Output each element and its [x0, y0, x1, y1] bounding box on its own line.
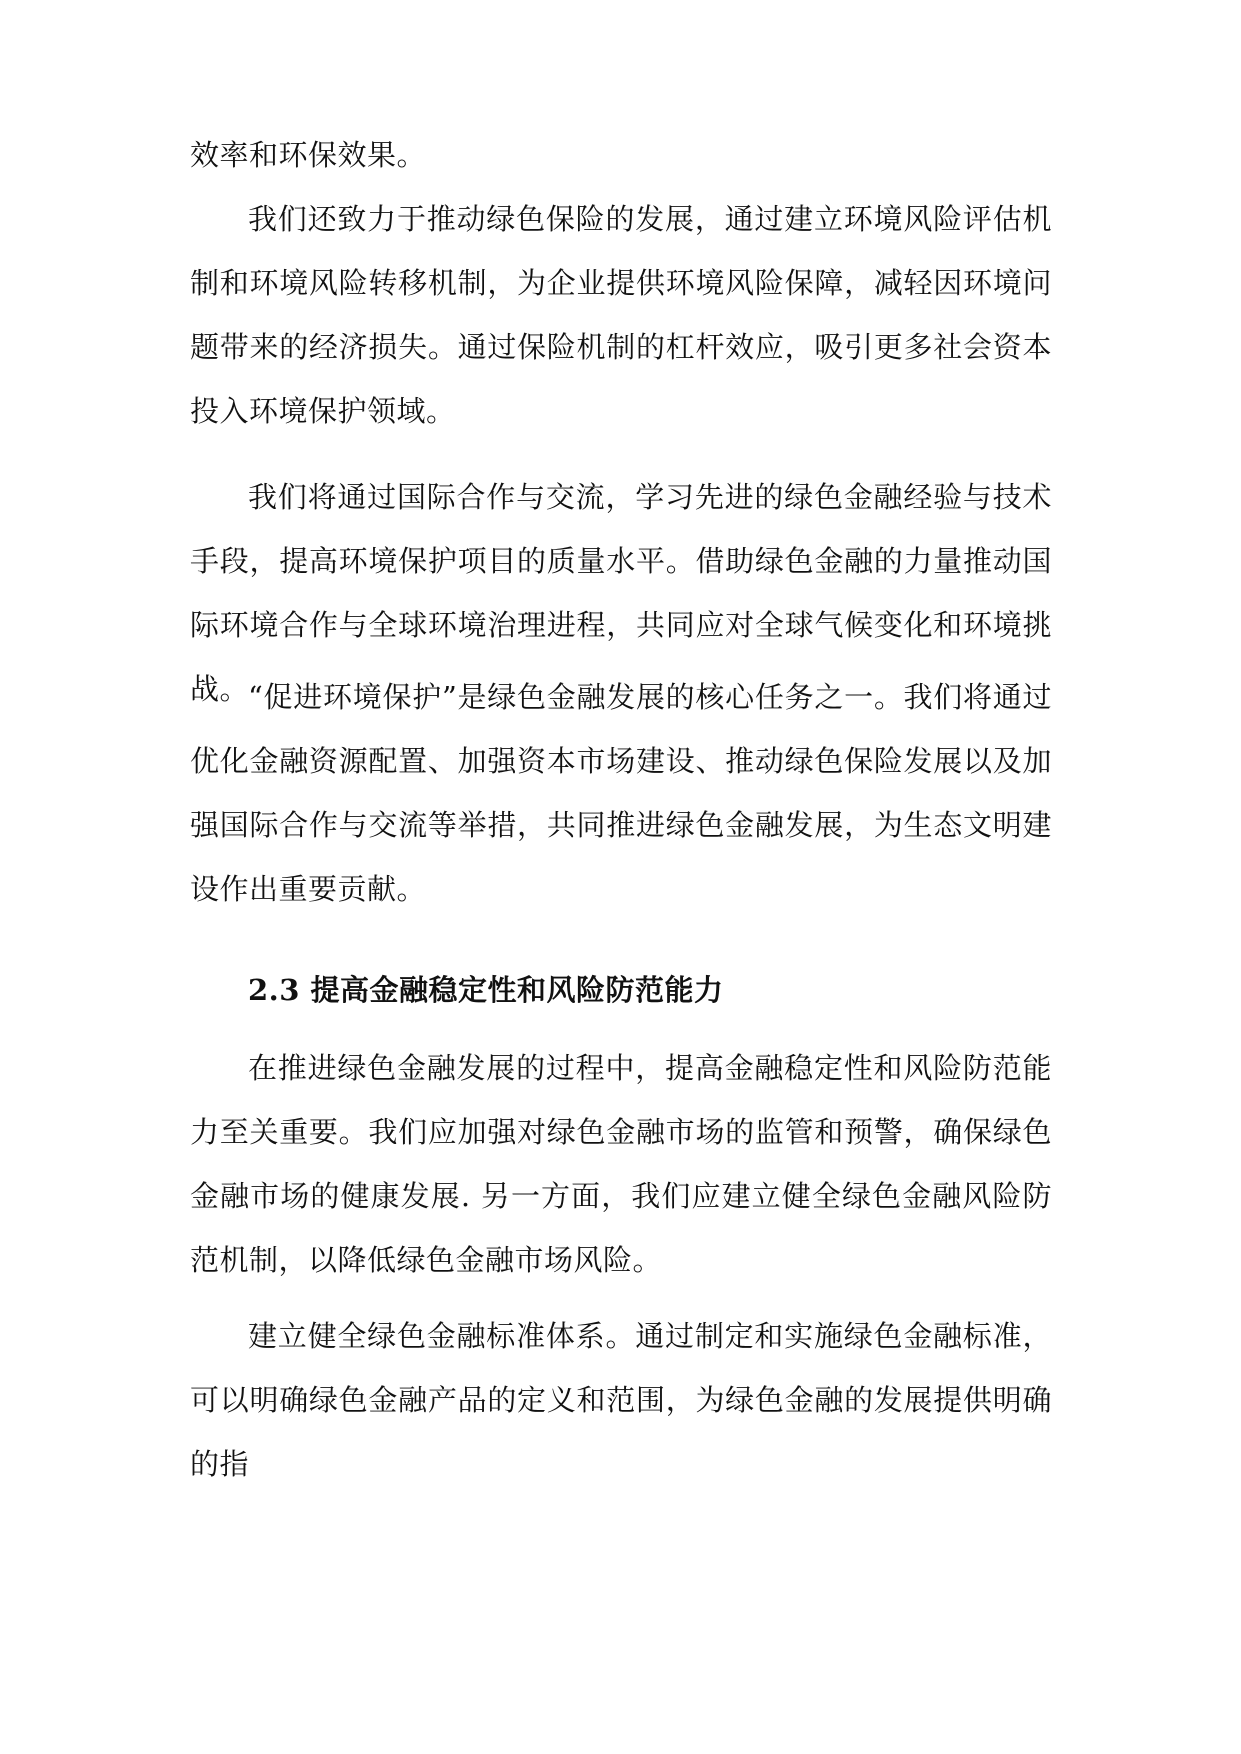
paragraph-green-insurance: 我们还致力于推动绿色保险的发展，通过建立环境风险评估机制和环境风险转移机制，为企业提供环境风险保障，减轻因环境问题带来的经济损失。通过保险机制的杠杆效应，吸引更多社会资本投入环境保护领域。 — [190, 202, 1052, 428]
section-heading: 2.3 提高金融稳定性和风险防范能力 — [248, 973, 724, 1007]
paragraph-continuation: 效率和环保效果。 — [190, 138, 427, 172]
paragraph-international-cooperation: 我们将通过国际合作与交流，学习先进的绿色金融经验与技术手段，提高环境保护项目的质量水平。借助绿色金融的力量推动国际环境合作与全球环境治理进程，共同应对全球气候变化和环境挑战。 — [190, 480, 1052, 706]
paragraph-environmental-protection-summary: “促进环境保护”是绿色金融发展的核心任务之一。我们将通过优化金融资源配置、加强资本市场建设、推动绿色保险发展以及加强国际合作与交流等举措，共同推进绿色金融发展，为生态文明建设作出重要贡献。 — [190, 680, 1052, 906]
paragraph-financial-stability: 在推进绿色金融发展的过程中，提高金融稳定性和风险防范能力至关重要。我们应加强对绿色金融市场的监管和预警，确保绿色金融市场的健康发展. 另一方面，我们应建立健全绿色金融风险防范机制，以降低绿色金融市场风险。 — [190, 1051, 1052, 1277]
paragraph-standard-system: 建立健全绿色金融标准体系。通过制定和实施绿色金融标准，可以明确绿色金融产品的定义和范围，为绿色金融的发展提供明确的指 — [190, 1319, 1052, 1481]
